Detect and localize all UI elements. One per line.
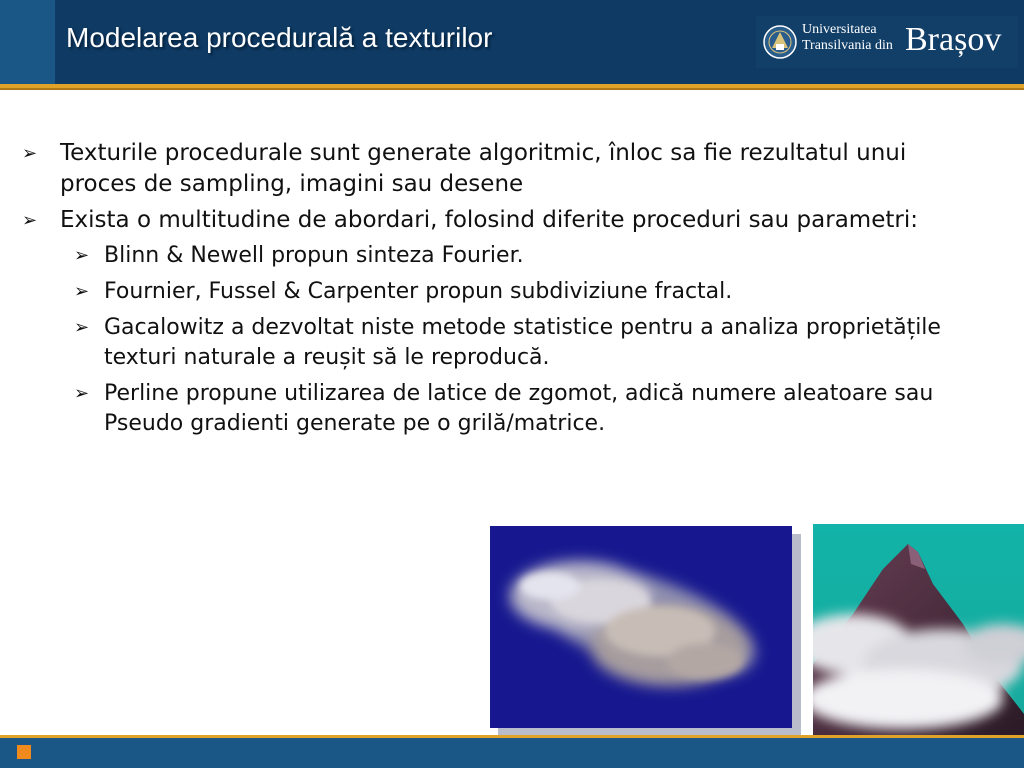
logo-text-line1: Universitatea xyxy=(802,22,877,37)
bullet-text: Perline propune utilizarea de latice de zgomot, adică numere aleatoare sau Pseudo gradienti generate pe o grilă/matrice. xyxy=(104,381,934,436)
bullet-list xyxy=(0,138,1024,445)
slide-title: Modelarea procedurală a texturilor xyxy=(66,22,493,53)
header-left-strip xyxy=(0,0,55,84)
bullet-item xyxy=(0,205,970,236)
header-accent-rule-shadow xyxy=(0,88,1024,90)
mountain-clouds-image xyxy=(813,524,1024,736)
sub-bullet-item xyxy=(0,379,944,439)
slide-footer xyxy=(0,738,1024,768)
bullet-text: Texturile procedurale sunt generate algoritmic, înloc sa fie rezultatul unui proces de sampling, imagini sau desene xyxy=(60,140,907,197)
sub-bullet-item xyxy=(0,313,944,373)
bullet-arrow-icon: ➢ xyxy=(22,210,38,231)
sub-bullet-item xyxy=(0,277,944,307)
bullet-arrow-icon: ➢ xyxy=(74,317,90,338)
logo-text-line2: Transilvania din xyxy=(802,38,893,53)
bullet-text: Exista o multitudine de abordari, folosind diferite proceduri sau parametri: xyxy=(60,207,918,233)
bullet-arrow-icon: ➢ xyxy=(74,281,90,302)
bullet-arrow-icon: ➢ xyxy=(74,245,90,266)
bullet-text: Blinn & Newell propun sinteza Fourier. xyxy=(104,243,524,268)
procedural-cloud-image xyxy=(490,526,792,728)
bullet-text: Gacalowitz a dezvoltat niste metode statistice pentru a analiza proprietățile texturi naturale a reușit să le reproducă. xyxy=(104,315,941,370)
sub-bullet-item xyxy=(0,241,944,271)
bullet-text: Fournier, Fussel & Carpenter propun subdiviziune fractal. xyxy=(104,279,733,304)
footer-square-icon xyxy=(17,745,31,759)
university-seal-icon xyxy=(762,20,798,64)
bullet-arrow-icon: ➢ xyxy=(74,383,90,404)
bullet-arrow-icon: ➢ xyxy=(22,143,38,164)
logo-city: Brașov xyxy=(905,21,1002,58)
bullet-item xyxy=(0,138,970,200)
